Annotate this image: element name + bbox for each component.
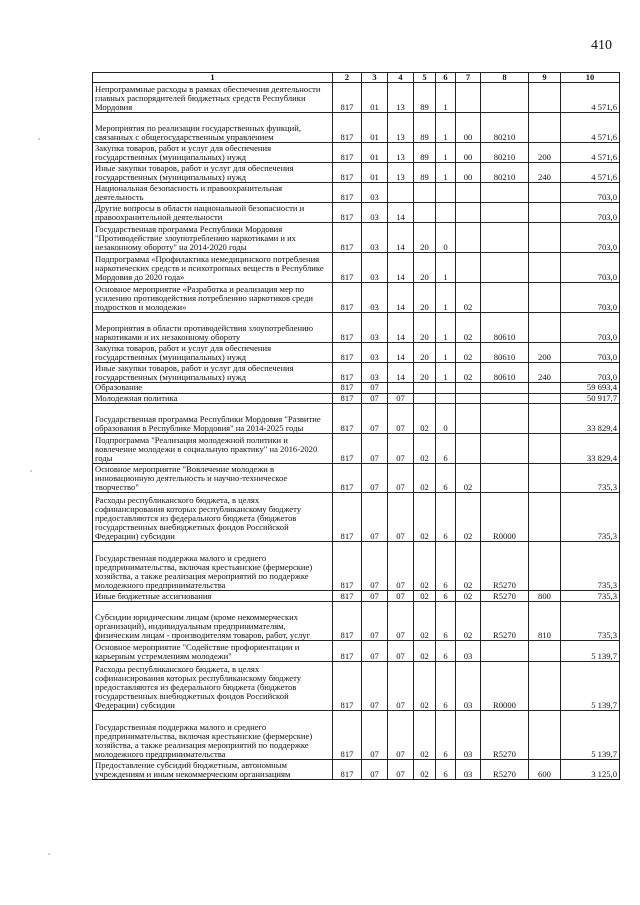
row-amount-cell: 5 139,7 bbox=[561, 641, 620, 661]
row-code-cell bbox=[436, 382, 456, 393]
table-row bbox=[93, 282, 620, 312]
table-row bbox=[93, 661, 620, 710]
row-amount-cell: 703,0 bbox=[561, 203, 620, 223]
row-name-cell: Государственная программа Республики Мордовия "Противодействие злоупотреблению наркотиками и их незаконному обороту" на 2014-2020 годы bbox=[93, 223, 333, 253]
row-code-cell: 817 bbox=[333, 112, 362, 142]
row-code-cell: 1 bbox=[436, 253, 456, 283]
row-name-cell: Закупка товаров, работ и услуг для обеспечения государственных (муниципальных) нужд bbox=[93, 342, 333, 362]
row-code-cell bbox=[481, 83, 529, 113]
row-code-cell: 14 bbox=[388, 282, 414, 312]
row-code-cell: 1 bbox=[436, 83, 456, 113]
row-amount-cell: 33 829,4 bbox=[561, 404, 620, 434]
row-name-cell: Государственная поддержка малого и среднего предпринимательства, включая крестьянские (фермерские) хозяйства, а также реализация мероприятий по поддержке молодежного предпринимательства bbox=[93, 542, 333, 591]
row-code-cell: 07 bbox=[362, 463, 388, 493]
row-code-cell: 07 bbox=[362, 602, 388, 641]
row-code-cell: 200 bbox=[529, 342, 561, 362]
row-code-cell: 600 bbox=[529, 759, 561, 779]
row-code-cell: 6 bbox=[436, 433, 456, 463]
table-header-row bbox=[93, 73, 620, 83]
row-code-cell bbox=[414, 182, 436, 202]
row-code-cell: 02 bbox=[456, 542, 481, 591]
row-code-cell: 20 bbox=[414, 282, 436, 312]
table-row bbox=[93, 112, 620, 142]
row-name-cell: Мероприятия по реализации государственных функций, связанных с общегосударственным управлением bbox=[93, 112, 333, 142]
row-code-cell: 6 bbox=[436, 641, 456, 661]
row-code-cell bbox=[529, 112, 561, 142]
row-code-cell: 07 bbox=[362, 710, 388, 759]
table-row bbox=[93, 182, 620, 202]
row-code-cell: 1 bbox=[436, 362, 456, 382]
row-code-cell: 07 bbox=[362, 382, 388, 393]
row-code-cell: 14 bbox=[388, 312, 414, 342]
row-code-cell bbox=[529, 382, 561, 393]
row-code-cell: 13 bbox=[388, 83, 414, 113]
row-code-cell bbox=[529, 253, 561, 283]
row-amount-cell: 4 571,6 bbox=[561, 83, 620, 113]
row-code-cell: R0000 bbox=[481, 661, 529, 710]
row-name-cell: Иные закупки товаров, работ и услуг для обеспечения государственных (муниципальных) нужд bbox=[93, 162, 333, 182]
row-amount-cell: 703,0 bbox=[561, 342, 620, 362]
table-row bbox=[93, 404, 620, 434]
column-header: 2 bbox=[333, 73, 362, 83]
scan-speck bbox=[38, 138, 40, 140]
row-code-cell: 20 bbox=[414, 312, 436, 342]
row-code-cell bbox=[436, 203, 456, 223]
row-code-cell bbox=[456, 253, 481, 283]
row-amount-cell: 703,0 bbox=[561, 223, 620, 253]
row-code-cell: 20 bbox=[414, 253, 436, 283]
row-code-cell: 02 bbox=[456, 362, 481, 382]
row-code-cell bbox=[436, 393, 456, 404]
table-row bbox=[93, 203, 620, 223]
row-code-cell: 1 bbox=[436, 282, 456, 312]
row-code-cell: 07 bbox=[388, 591, 414, 602]
row-code-cell: 817 bbox=[333, 433, 362, 463]
row-code-cell: 02 bbox=[456, 282, 481, 312]
row-code-cell bbox=[481, 223, 529, 253]
row-code-cell bbox=[481, 641, 529, 661]
row-code-cell: 02 bbox=[414, 661, 436, 710]
column-header: 1 bbox=[93, 73, 333, 83]
row-code-cell: 03 bbox=[362, 223, 388, 253]
row-code-cell: 0 bbox=[436, 223, 456, 253]
row-code-cell: 02 bbox=[414, 641, 436, 661]
row-amount-cell: 735,3 bbox=[561, 602, 620, 641]
row-code-cell: 817 bbox=[333, 710, 362, 759]
row-name-cell: Подпрограмма "Реализация молодежной политики и вовлечение молодежи в социальную практику" на 2016-2020 годы bbox=[93, 433, 333, 463]
row-code-cell: 1 bbox=[436, 142, 456, 162]
row-name-cell: Молодежная политика bbox=[93, 393, 333, 404]
row-code-cell bbox=[414, 203, 436, 223]
row-name-cell: Расходы республиканского бюджета, в целях софинансирования которых республиканскому бюджету предоставляются из федерального бюджета (бюджетов государственных внебюджетных фондов Российской Федерации) субсидии bbox=[93, 661, 333, 710]
row-code-cell: 817 bbox=[333, 182, 362, 202]
row-code-cell: 07 bbox=[388, 493, 414, 542]
budget-table bbox=[92, 72, 620, 780]
row-code-cell bbox=[529, 182, 561, 202]
column-header: 3 bbox=[362, 73, 388, 83]
table-row bbox=[93, 542, 620, 591]
row-code-cell: 02 bbox=[456, 493, 481, 542]
row-code-cell: 200 bbox=[529, 142, 561, 162]
row-code-cell: 02 bbox=[414, 433, 436, 463]
row-code-cell: 89 bbox=[414, 112, 436, 142]
row-code-cell: 02 bbox=[414, 602, 436, 641]
row-code-cell bbox=[481, 382, 529, 393]
row-code-cell: 02 bbox=[456, 591, 481, 602]
row-code-cell: 817 bbox=[333, 162, 362, 182]
row-code-cell: 01 bbox=[362, 142, 388, 162]
row-code-cell bbox=[529, 223, 561, 253]
row-name-cell: Подпрограмма «Профилактика немедицинского потребления наркотических средств и психотропных веществ в Республике Мордовия до 2020 года» bbox=[93, 253, 333, 283]
row-code-cell: 02 bbox=[414, 542, 436, 591]
table-row bbox=[93, 223, 620, 253]
row-code-cell: 07 bbox=[362, 542, 388, 591]
scan-speck bbox=[48, 853, 50, 855]
row-code-cell: 810 bbox=[529, 602, 561, 641]
row-code-cell bbox=[529, 433, 561, 463]
row-code-cell: 817 bbox=[333, 641, 362, 661]
row-code-cell: 03 bbox=[456, 710, 481, 759]
row-code-cell bbox=[529, 710, 561, 759]
row-code-cell: 03 bbox=[362, 342, 388, 362]
row-code-cell: 07 bbox=[388, 602, 414, 641]
row-name-cell: Непрограммные расходы в рамках обеспечения деятельности главных распорядителей бюджетных средств Республики Мордовия bbox=[93, 83, 333, 113]
row-code-cell bbox=[456, 182, 481, 202]
row-code-cell: 02 bbox=[456, 312, 481, 342]
row-code-cell: 03 bbox=[362, 362, 388, 382]
row-code-cell: 02 bbox=[414, 404, 436, 434]
row-code-cell bbox=[388, 382, 414, 393]
row-code-cell bbox=[529, 282, 561, 312]
row-code-cell bbox=[456, 203, 481, 223]
row-amount-cell: 4 571,6 bbox=[561, 162, 620, 182]
row-code-cell bbox=[529, 203, 561, 223]
row-code-cell: 03 bbox=[456, 661, 481, 710]
row-code-cell: 817 bbox=[333, 493, 362, 542]
row-code-cell: 1 bbox=[436, 162, 456, 182]
row-code-cell: 89 bbox=[414, 162, 436, 182]
row-code-cell: 03 bbox=[362, 203, 388, 223]
row-code-cell bbox=[481, 203, 529, 223]
row-name-cell: Государственная поддержка малого и среднего предпринимательства, включая крестьянские (фермерские) хозяйства, а также реализация мероприятий по поддержке молодежного предпринимательства bbox=[93, 710, 333, 759]
row-code-cell: 817 bbox=[333, 223, 362, 253]
row-code-cell: 14 bbox=[388, 253, 414, 283]
row-code-cell: 817 bbox=[333, 591, 362, 602]
row-code-cell: 817 bbox=[333, 142, 362, 162]
row-code-cell: 817 bbox=[333, 463, 362, 493]
row-code-cell bbox=[456, 433, 481, 463]
row-code-cell: 07 bbox=[362, 661, 388, 710]
table-row bbox=[93, 759, 620, 779]
row-code-cell: 07 bbox=[388, 404, 414, 434]
row-code-cell: 01 bbox=[362, 83, 388, 113]
row-code-cell bbox=[529, 542, 561, 591]
row-code-cell: 07 bbox=[362, 433, 388, 463]
row-code-cell: 03 bbox=[456, 759, 481, 779]
row-code-cell bbox=[414, 393, 436, 404]
row-code-cell: 817 bbox=[333, 393, 362, 404]
row-code-cell: 07 bbox=[362, 759, 388, 779]
row-code-cell bbox=[529, 83, 561, 113]
row-code-cell: 02 bbox=[414, 710, 436, 759]
row-code-cell: 1 bbox=[436, 312, 456, 342]
row-code-cell: 02 bbox=[456, 463, 481, 493]
row-code-cell: 6 bbox=[436, 661, 456, 710]
row-code-cell bbox=[529, 641, 561, 661]
row-code-cell: 6 bbox=[436, 542, 456, 591]
column-header: 9 bbox=[529, 73, 561, 83]
row-code-cell bbox=[529, 404, 561, 434]
row-code-cell: 01 bbox=[362, 112, 388, 142]
table-row bbox=[93, 641, 620, 661]
row-code-cell: 07 bbox=[388, 641, 414, 661]
row-amount-cell: 703,0 bbox=[561, 253, 620, 283]
row-code-cell: 817 bbox=[333, 282, 362, 312]
row-amount-cell: 703,0 bbox=[561, 312, 620, 342]
row-name-cell: Иные закупки товаров, работ и услуг для обеспечения государственных (муниципальных) нужд bbox=[93, 362, 333, 382]
row-code-cell: 03 bbox=[362, 312, 388, 342]
row-amount-cell: 3 125,0 bbox=[561, 759, 620, 779]
page-number: 410 bbox=[591, 38, 612, 53]
table-row bbox=[93, 162, 620, 182]
row-code-cell: 02 bbox=[456, 602, 481, 641]
row-code-cell: 13 bbox=[388, 112, 414, 142]
row-amount-cell: 33 829,4 bbox=[561, 433, 620, 463]
row-amount-cell: 5 139,7 bbox=[561, 710, 620, 759]
row-code-cell bbox=[481, 463, 529, 493]
row-code-cell: 1 bbox=[436, 342, 456, 362]
row-code-cell: R5270 bbox=[481, 710, 529, 759]
table-row bbox=[93, 362, 620, 382]
row-code-cell: R5270 bbox=[481, 591, 529, 602]
row-code-cell: 80610 bbox=[481, 342, 529, 362]
row-code-cell bbox=[529, 463, 561, 493]
row-code-cell bbox=[529, 493, 561, 542]
row-code-cell bbox=[456, 393, 481, 404]
row-code-cell: 20 bbox=[414, 342, 436, 362]
column-header: 10 bbox=[561, 73, 620, 83]
row-code-cell: 20 bbox=[414, 362, 436, 382]
row-name-cell: Предоставление субсидий бюджетным, автономным учреждениям и иным некоммерческим организациям bbox=[93, 759, 333, 779]
row-name-cell: Государственная программа Республики Мордовия "Развитие образования в Республике Мордовия" на 2014-2025 годы bbox=[93, 404, 333, 434]
row-code-cell: 80210 bbox=[481, 112, 529, 142]
row-name-cell: Основное мероприятие "Содействие профориентации и карьерным устремлениям молодежи" bbox=[93, 641, 333, 661]
row-code-cell: 03 bbox=[362, 253, 388, 283]
row-code-cell: 817 bbox=[333, 602, 362, 641]
column-header: 6 bbox=[436, 73, 456, 83]
row-code-cell bbox=[456, 404, 481, 434]
row-code-cell: 14 bbox=[388, 223, 414, 253]
row-code-cell: 0 bbox=[436, 404, 456, 434]
row-code-cell: 817 bbox=[333, 362, 362, 382]
row-code-cell: 817 bbox=[333, 661, 362, 710]
table-row bbox=[93, 493, 620, 542]
column-header: 4 bbox=[388, 73, 414, 83]
row-code-cell: 817 bbox=[333, 83, 362, 113]
row-code-cell: 6 bbox=[436, 759, 456, 779]
row-code-cell: 07 bbox=[388, 463, 414, 493]
row-code-cell bbox=[529, 661, 561, 710]
row-code-cell: R5270 bbox=[481, 602, 529, 641]
row-name-cell: Закупка товаров, работ и услуг для обеспечения государственных (муниципальных) нужд bbox=[93, 142, 333, 162]
row-code-cell bbox=[456, 223, 481, 253]
table-row bbox=[93, 83, 620, 113]
row-code-cell bbox=[529, 312, 561, 342]
table-row bbox=[93, 382, 620, 393]
column-header: 5 bbox=[414, 73, 436, 83]
row-code-cell: 80210 bbox=[481, 142, 529, 162]
row-code-cell bbox=[481, 433, 529, 463]
table-row bbox=[93, 710, 620, 759]
row-code-cell: 1 bbox=[436, 112, 456, 142]
table-row bbox=[93, 602, 620, 641]
row-code-cell: 07 bbox=[362, 591, 388, 602]
row-code-cell: 817 bbox=[333, 759, 362, 779]
row-code-cell: 02 bbox=[456, 342, 481, 362]
row-amount-cell: 5 139,7 bbox=[561, 661, 620, 710]
row-code-cell: 817 bbox=[333, 342, 362, 362]
row-code-cell: 02 bbox=[414, 759, 436, 779]
row-code-cell: 80610 bbox=[481, 362, 529, 382]
row-amount-cell: 703,0 bbox=[561, 282, 620, 312]
row-amount-cell: 735,3 bbox=[561, 493, 620, 542]
row-name-cell: Образование bbox=[93, 382, 333, 393]
row-code-cell: 02 bbox=[414, 591, 436, 602]
table-row bbox=[93, 342, 620, 362]
row-code-cell: 03 bbox=[362, 182, 388, 202]
row-name-cell: Мероприятия в области противодействия злоупотреблению наркотиками и их незаконному обороту bbox=[93, 312, 333, 342]
table-row bbox=[93, 312, 620, 342]
row-amount-cell: 703,0 bbox=[561, 182, 620, 202]
row-amount-cell: 735,3 bbox=[561, 463, 620, 493]
row-code-cell bbox=[456, 382, 481, 393]
row-code-cell: 14 bbox=[388, 362, 414, 382]
row-name-cell: Иные бюджетные ассигнования bbox=[93, 591, 333, 602]
row-code-cell: 817 bbox=[333, 203, 362, 223]
row-code-cell bbox=[529, 393, 561, 404]
row-code-cell: 07 bbox=[388, 759, 414, 779]
row-code-cell: 240 bbox=[529, 162, 561, 182]
row-name-cell: Субсидии юридическим лицам (кроме некоммерческих организаций), индивидуальным предпринимателям, физическим лицам - производителям товаров, работ, услуг bbox=[93, 602, 333, 641]
row-code-cell: 00 bbox=[456, 142, 481, 162]
row-code-cell bbox=[481, 253, 529, 283]
row-code-cell: 80610 bbox=[481, 312, 529, 342]
row-code-cell: 817 bbox=[333, 382, 362, 393]
row-code-cell: 240 bbox=[529, 362, 561, 382]
row-code-cell: 20 bbox=[414, 223, 436, 253]
row-code-cell: 6 bbox=[436, 710, 456, 759]
row-code-cell: R5270 bbox=[481, 542, 529, 591]
row-code-cell: 07 bbox=[388, 710, 414, 759]
row-code-cell bbox=[481, 404, 529, 434]
row-code-cell: 817 bbox=[333, 404, 362, 434]
row-code-cell: 07 bbox=[362, 493, 388, 542]
row-code-cell: 6 bbox=[436, 493, 456, 542]
row-code-cell bbox=[414, 382, 436, 393]
row-code-cell: 01 bbox=[362, 162, 388, 182]
row-code-cell: 6 bbox=[436, 591, 456, 602]
row-code-cell: 800 bbox=[529, 591, 561, 602]
table-row bbox=[93, 253, 620, 283]
row-amount-cell: 703,0 bbox=[561, 362, 620, 382]
row-name-cell: Расходы республиканского бюджета, в целях софинансирования которых республиканскому бюджету предоставляются из федерального бюджета (бюджетов государственных внебюджетных фондов Российской Федерации) субсидии bbox=[93, 493, 333, 542]
row-code-cell: 03 bbox=[456, 641, 481, 661]
row-code-cell: 07 bbox=[388, 433, 414, 463]
row-code-cell: 817 bbox=[333, 312, 362, 342]
row-code-cell: 02 bbox=[414, 463, 436, 493]
row-code-cell: 89 bbox=[414, 142, 436, 162]
scan-speck bbox=[30, 470, 32, 472]
row-code-cell: 817 bbox=[333, 542, 362, 591]
column-header: 8 bbox=[481, 73, 529, 83]
column-header: 7 bbox=[456, 73, 481, 83]
row-amount-cell: 735,3 bbox=[561, 591, 620, 602]
row-code-cell: 6 bbox=[436, 463, 456, 493]
row-code-cell: 89 bbox=[414, 83, 436, 113]
table-row bbox=[93, 463, 620, 493]
row-code-cell bbox=[481, 282, 529, 312]
row-code-cell: 00 bbox=[456, 112, 481, 142]
row-name-cell: Основное мероприятие "Вовлечение молодежи в инновационную деятельность и научно-техническое творчество" bbox=[93, 463, 333, 493]
row-amount-cell: 59 693,4 bbox=[561, 382, 620, 393]
row-code-cell: R5270 bbox=[481, 759, 529, 779]
row-code-cell: 07 bbox=[388, 661, 414, 710]
row-code-cell bbox=[481, 182, 529, 202]
row-code-cell bbox=[456, 83, 481, 113]
row-code-cell: 13 bbox=[388, 162, 414, 182]
row-code-cell: 07 bbox=[362, 393, 388, 404]
row-code-cell: 13 bbox=[388, 142, 414, 162]
row-code-cell: 07 bbox=[388, 542, 414, 591]
row-code-cell: 07 bbox=[388, 393, 414, 404]
row-amount-cell: 4 571,6 bbox=[561, 112, 620, 142]
row-name-cell: Другие вопросы в области национальной безопасности и правоохранительной деятельности bbox=[93, 203, 333, 223]
table-row bbox=[93, 393, 620, 404]
row-name-cell: Национальная безопасность и правоохранительная деятельность bbox=[93, 182, 333, 202]
row-code-cell: 14 bbox=[388, 203, 414, 223]
row-code-cell: 02 bbox=[414, 493, 436, 542]
row-amount-cell: 735,3 bbox=[561, 542, 620, 591]
row-code-cell bbox=[481, 393, 529, 404]
row-name-cell: Основное мероприятие «Разработка и реализация мер по усилению противодействия потреблению наркотиков среди подростков и молодежи» bbox=[93, 282, 333, 312]
row-code-cell: 03 bbox=[362, 282, 388, 312]
row-code-cell: R0000 bbox=[481, 493, 529, 542]
row-code-cell: 80210 bbox=[481, 162, 529, 182]
row-amount-cell: 4 571,6 bbox=[561, 142, 620, 162]
row-code-cell: 07 bbox=[362, 404, 388, 434]
table-row bbox=[93, 142, 620, 162]
row-amount-cell: 50 917,7 bbox=[561, 393, 620, 404]
row-code-cell: 817 bbox=[333, 253, 362, 283]
row-code-cell: 07 bbox=[362, 641, 388, 661]
row-code-cell bbox=[388, 182, 414, 202]
table-row bbox=[93, 591, 620, 602]
row-code-cell bbox=[436, 182, 456, 202]
row-code-cell: 00 bbox=[456, 162, 481, 182]
row-code-cell: 14 bbox=[388, 342, 414, 362]
table-row bbox=[93, 433, 620, 463]
table-body bbox=[93, 83, 620, 780]
row-code-cell: 6 bbox=[436, 602, 456, 641]
